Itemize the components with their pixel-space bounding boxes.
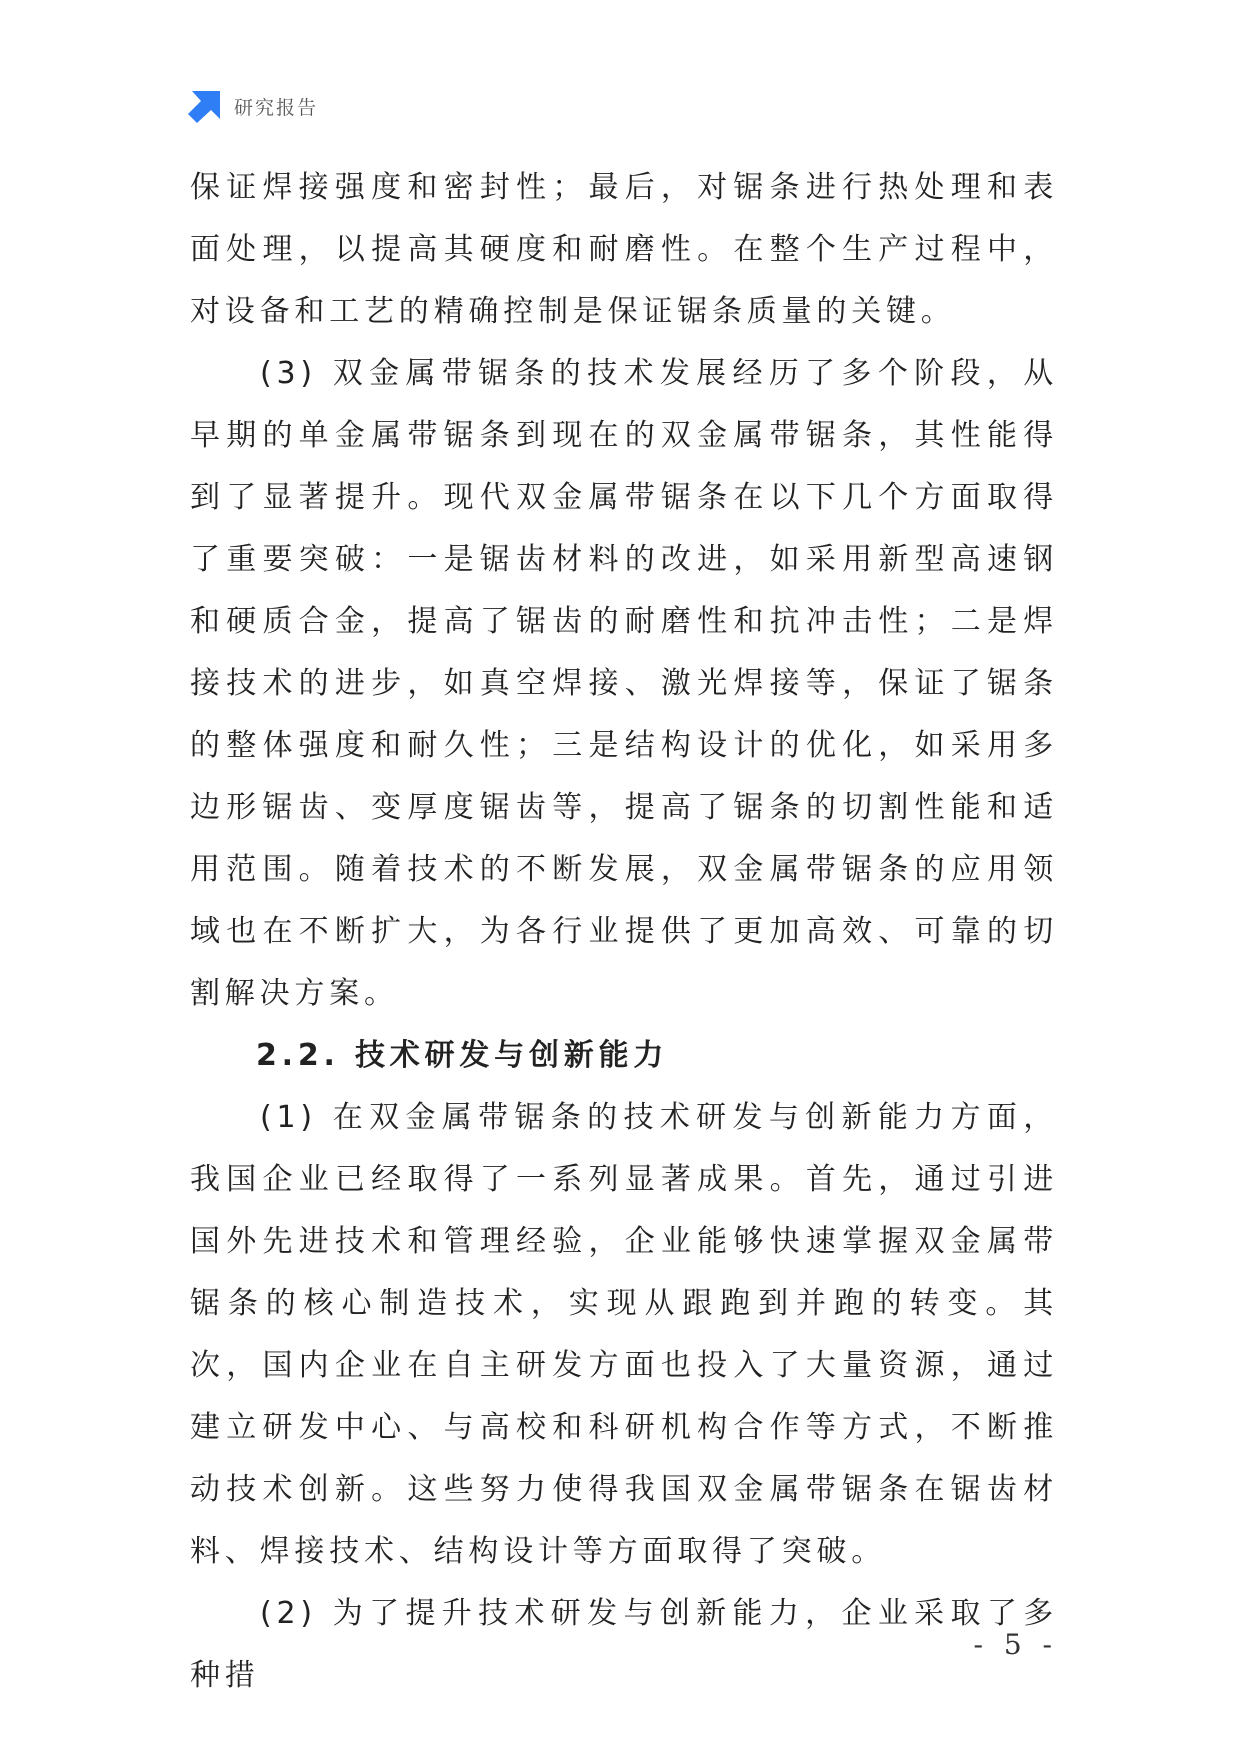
- arrow-logo-icon: [188, 89, 222, 123]
- paragraph-3: (3) 双金属带锯条的技术发展经历了多个阶段，从早期的单金属带锯条到现在的双金属带锯条，其性能得到了显著提升。现代双金属带锯条在以下几个方面取得了重要突破：一是锯齿材料的改进，如采用新型高速钢和硬质合金，提高了锯齿的耐磨性和抗冲击性；二是焊接技术的进步，如真空焊接、激光焊接等，保证了锯条的整体强度和耐久性；三是结构设计的优化，如采用多边形锯齿、变厚度锯齿等，提高了锯条的切割性能和适用范围。随着技术的不断发展，双金属带锯条的应用领域也在不断扩大，为各行业提供了更加高效、可靠的切割解决方案。: [190, 356, 1058, 1011]
- paragraph-2: (2) 为了提升技术研发与创新能力，企业采取了多种措: [190, 1596, 1058, 1693]
- paragraph-1: (1) 在双金属带锯条的技术研发与创新能力方面，我国企业已经取得了一系列显著成果。首先，通过引进国外先进技术和管理经验，企业能够快速掌握双金属带锯条的核心制造技术，实现从跟跑到并跑的转变。其次，国内企业在自主研发方面也投入了大量资源，通过建立研发中心、与高校和科研机构合作等方式，不断推动技术创新。这些努力使得我国双金属带锯条在锯齿材料、焊接技术、结构设计等方面取得了突破。: [190, 1100, 1058, 1569]
- header-title: 研究报告: [234, 96, 319, 119]
- page-number: - 5 -: [973, 1628, 1058, 1661]
- section-heading-2-2: 2.2. 技术研发与创新能力: [256, 1038, 669, 1073]
- document-body: [190, 157, 1058, 1707]
- paragraph-continued: 保证焊接强度和密封性；最后，对锯条进行热处理和表面处理，以提高其硬度和耐磨性。在整个生产过程中，对设备和工艺的精确控制是保证锯条质量的关键。: [190, 170, 1058, 329]
- report-header: [188, 88, 318, 124]
